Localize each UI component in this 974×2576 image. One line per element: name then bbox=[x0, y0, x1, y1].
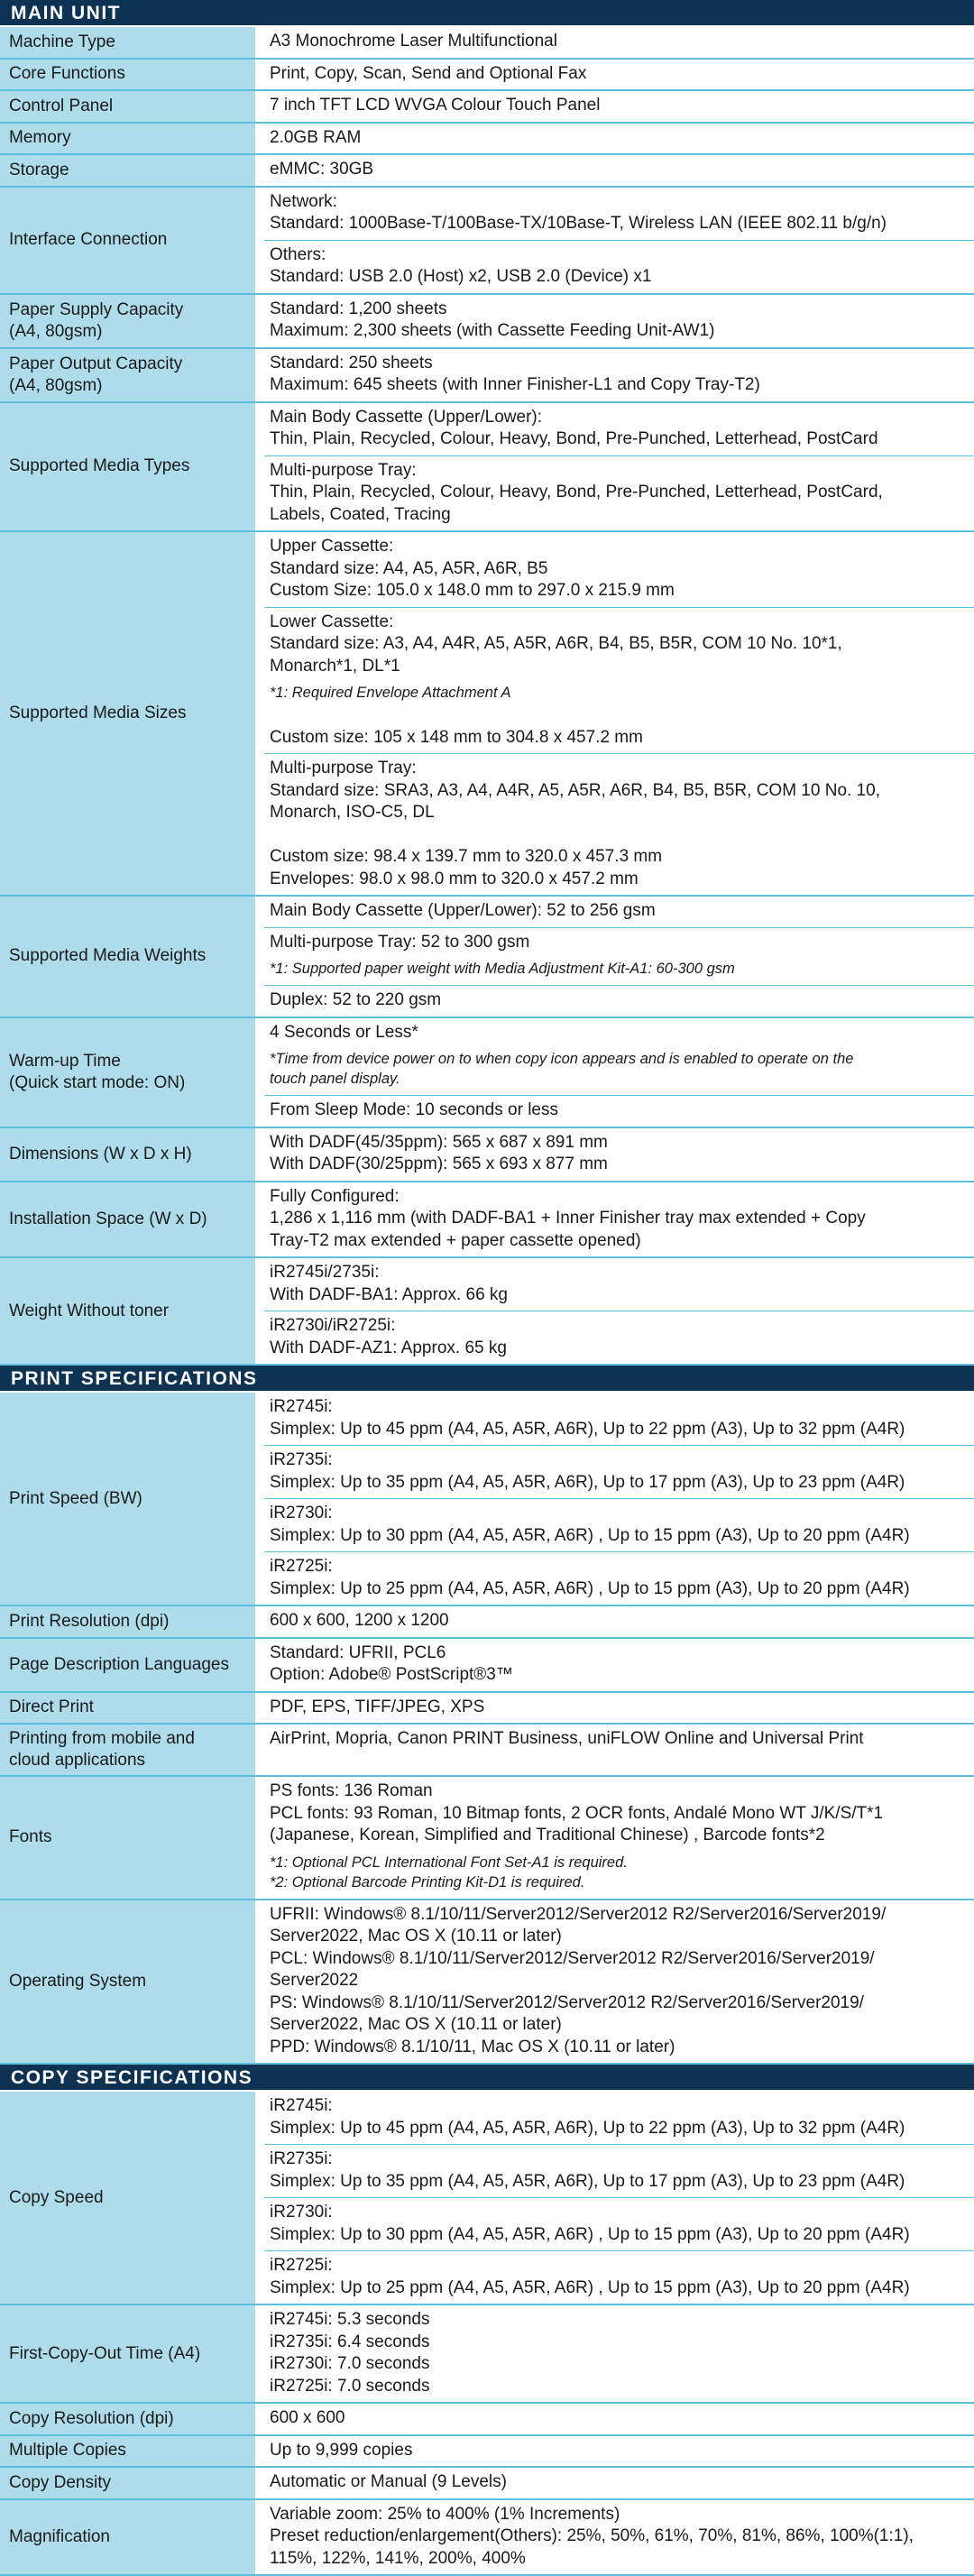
spec-label: Supported Media Types bbox=[0, 403, 264, 531]
spec-value-cell bbox=[264, 1128, 974, 1181]
spec-value-text: Standard: 250 sheets Maximum: 645 sheets (with Inner Finisher-L1 and Copy Tray-T2) bbox=[270, 353, 969, 397]
spec-value-cell bbox=[264, 2305, 974, 2402]
spec-values bbox=[264, 2305, 974, 2402]
spec-row bbox=[0, 27, 974, 60]
spec-value-text: 600 x 600, 1200 x 1200 bbox=[270, 1610, 969, 1633]
spec-footnote: *Time from device power on to when copy icon appears and is enabled to operate on the touch panel display. bbox=[270, 1044, 969, 1090]
spec-label: Copy Speed bbox=[0, 2092, 264, 2304]
spec-value-cell bbox=[264, 2500, 974, 2575]
spec-value-cell bbox=[264, 1393, 974, 1446]
spec-value-text: Upper Cassette: Standard size: A4, A5, A5R, A6R, B5 Custom Size: 105.0 x 148.0 mm to 297.0 x 215.9 mm bbox=[270, 536, 969, 603]
spec-value-text: Multi-purpose Tray: Standard size: SRA3, A3, A4, A4R, A5, A5R, A6R, B4, B5, B5R, COM 10 No. 10, Monarch, ISO-C5, DL Custom size: 98.4 x 139.7 mm to 320.0 x 457.3 mm Envelopes: 98.0 x 98.0 mm to 320.0 x 457.2 mm bbox=[270, 758, 969, 890]
spec-values bbox=[264, 403, 974, 531]
spec-value-cell bbox=[264, 2468, 974, 2498]
spec-value-cell bbox=[264, 241, 974, 293]
spec-row bbox=[0, 2092, 974, 2305]
spec-value-text: Print, Copy, Scan, Send and Optional Fax bbox=[270, 63, 969, 86]
spec-label: Core Functions bbox=[0, 60, 264, 90]
spec-value-text: iR2725i: Simplex: Up to 25 ppm (A4, A5, A5R, A6R) , Up to 15 ppm (A3), Up to 20 ppm (A4R) bbox=[270, 2255, 969, 2299]
spec-row bbox=[0, 1693, 974, 1725]
spec-value-text: 4 Seconds or Less* bbox=[270, 1022, 969, 1044]
spec-value-cell bbox=[264, 60, 974, 90]
spec-value-cell bbox=[264, 155, 974, 186]
spec-label: Copy Resolution (dpi) bbox=[0, 2404, 264, 2434]
spec-label: Weight Without toner bbox=[0, 1258, 264, 1364]
spec-footnote: *1: Required Envelope Attachment A bbox=[270, 677, 969, 704]
spec-label: Storage bbox=[0, 155, 264, 186]
spec-value-text: eMMC: 30GB bbox=[270, 159, 969, 181]
spec-values bbox=[264, 1639, 974, 1691]
spec-values bbox=[264, 349, 974, 401]
spec-value-cell bbox=[264, 403, 974, 456]
spec-value-text: iR2725i: Simplex: Up to 25 ppm (A4, A5, A5R, A6R) , Up to 15 ppm (A3), Up to 20 ppm (A4R) bbox=[270, 1556, 969, 1600]
section-header: MAIN UNIT bbox=[0, 0, 974, 27]
spec-value-cell bbox=[264, 27, 974, 58]
spec-row bbox=[0, 897, 974, 1018]
spec-value-cell bbox=[264, 1552, 974, 1605]
spec-value-text: Duplex: 52 to 220 gsm bbox=[270, 989, 969, 1012]
spec-label: Supported Media Weights bbox=[0, 897, 264, 1017]
spec-values bbox=[264, 2092, 974, 2304]
spec-values bbox=[264, 532, 974, 895]
spec-value-text: Custom size: 105 x 148 mm to 304.8 x 457.2 mm bbox=[270, 704, 969, 749]
spec-values bbox=[264, 897, 974, 1017]
spec-value-cell bbox=[264, 2145, 974, 2198]
spec-value-text: With DADF(45/35ppm): 565 x 687 x 891 mm With DADF(30/25ppm): 565 x 693 x 877 mm bbox=[270, 1132, 969, 1176]
spec-value-text: Multi-purpose Tray: Thin, Plain, Recycled, Colour, Heavy, Bond, Pre-Punched, Letterhead, PostCard, Labels, Coated, Tracing bbox=[270, 460, 969, 527]
section-header: PRINT SPECIFICATIONS bbox=[0, 1366, 974, 1393]
spec-value-cell bbox=[264, 124, 974, 154]
spec-value-text: Lower Cassette: Standard size: A3, A4, A4R, A5, A5R, A6R, B4, B5, B5R, COM 10 No. 10*1, Monarch*1, DL*1 bbox=[270, 612, 969, 678]
spec-value-text: Up to 9,999 copies bbox=[270, 2440, 969, 2462]
spec-label: Print Speed (BW) bbox=[0, 1393, 264, 1605]
spec-label: Operating System bbox=[0, 1900, 264, 2064]
spec-value-text: UFRII: Windows® 8.1/10/11/Server2012/Server2012 R2/Server2016/Server2019/ Server2022, Mac OS X (10.11 or later) PCL: Windows® 8.1/10/11/Server2012/Server2012 R2/Server2016/Server2019/ Server2022 PS: Windows® 8.1/10/11/Server2012/Server2012 R2/Server2016/Server2019/ Server2022, Mac OS X (10.11 or later) PPD: Windows® 8.1/10/11, Mac OS X (10.11 or later) bbox=[270, 1904, 969, 2059]
spec-row bbox=[0, 1018, 974, 1128]
spec-value-text: Automatic or Manual (9 Levels) bbox=[270, 2471, 969, 2494]
spec-values bbox=[264, 295, 974, 347]
spec-values bbox=[264, 1777, 974, 1899]
spec-value-text: Variable zoom: 25% to 400% (1% Increments) Preset reduction/enlargement(Others): 25%, 50%, 61%, 70%, 81%, 86%, 100%(1:1), 115%, 122%, 141%, 200%, 400% bbox=[270, 2504, 969, 2571]
spec-values bbox=[264, 1606, 974, 1637]
spec-row bbox=[0, 155, 974, 188]
spec-value-cell bbox=[264, 2436, 974, 2467]
spec-value-cell bbox=[264, 1900, 974, 2064]
spec-label: Dimensions (W x D x H) bbox=[0, 1128, 264, 1181]
spec-footnote: *1: Optional PCL International Font Set-A1 is required. *2: Optional Barcode Printing Kit-D1 is required. bbox=[270, 1847, 969, 1894]
spec-row bbox=[0, 188, 974, 295]
spec-value-text: Main Body Cassette (Upper/Lower): 52 to 256 gsm bbox=[270, 900, 969, 923]
spec-row bbox=[0, 1900, 974, 2065]
spec-row bbox=[0, 1777, 974, 1900]
spec-label: Warm-up Time (Quick start mode: ON) bbox=[0, 1018, 264, 1127]
spec-label: Paper Output Capacity (A4, 80gsm) bbox=[0, 349, 264, 401]
spec-row bbox=[0, 1725, 974, 1777]
spec-label: Multiple Copies bbox=[0, 2436, 264, 2467]
spec-value-cell bbox=[264, 928, 974, 987]
spec-values bbox=[264, 1393, 974, 1605]
spec-label: Magnification bbox=[0, 2500, 264, 2575]
spec-value-text: iR2730i/iR2725i: With DADF-AZ1: Approx. 65 kg bbox=[270, 1315, 969, 1359]
spec-label: Installation Space (W x D) bbox=[0, 1182, 264, 1257]
spec-value-cell bbox=[264, 1693, 974, 1724]
spec-value-text: Fully Configured: 1,286 x 1,116 mm (with DADF-BA1 + Inner Finisher tray max extended + Copy Tray-T2 max extended + paper cassette opened) bbox=[270, 1186, 969, 1253]
spec-values bbox=[264, 1258, 974, 1364]
spec-value-cell bbox=[264, 1639, 974, 1691]
spec-value-text: Others: Standard: USB 2.0 (Host) x2, USB 2.0 (Device) x1 bbox=[270, 244, 969, 289]
spec-value-text: A3 Monochrome Laser Multifunctional bbox=[270, 31, 969, 53]
spec-label: Supported Media Sizes bbox=[0, 532, 264, 895]
spec-value-text: iR2735i: Simplex: Up to 35 ppm (A4, A5, A5R, A6R), Up to 17 ppm (A3), Up to 23 ppm (A4R) bbox=[270, 1449, 969, 1494]
spec-value-text: iR2745i: Simplex: Up to 45 ppm (A4, A5, A5R, A6R), Up to 22 ppm (A3), Up to 32 ppm (A4R) bbox=[270, 2095, 969, 2139]
spec-values bbox=[264, 1128, 974, 1181]
spec-row bbox=[0, 2468, 974, 2500]
spec-label: Print Resolution (dpi) bbox=[0, 1606, 264, 1637]
spec-row bbox=[0, 60, 974, 92]
spec-value-cell bbox=[264, 986, 974, 1017]
spec-value-cell bbox=[264, 91, 974, 122]
spec-label: Page Description Languages bbox=[0, 1639, 264, 1691]
spec-value-cell bbox=[264, 2251, 974, 2304]
spec-value-cell bbox=[264, 532, 974, 608]
spec-row bbox=[0, 2500, 974, 2576]
spec-values bbox=[264, 155, 974, 186]
spec-value-cell bbox=[264, 1311, 974, 1364]
spec-values bbox=[264, 2436, 974, 2467]
spec-values bbox=[264, 188, 974, 293]
spec-value-cell bbox=[264, 188, 974, 241]
spec-row bbox=[0, 403, 974, 533]
spec-label: Paper Supply Capacity (A4, 80gsm) bbox=[0, 295, 264, 347]
spec-value-text: PDF, EPS, TIFF/JPEG, XPS bbox=[270, 1697, 969, 1719]
spec-values bbox=[264, 2500, 974, 2575]
spec-values bbox=[264, 1018, 974, 1127]
spec-value-cell bbox=[264, 897, 974, 928]
spec-value-cell bbox=[264, 1499, 974, 1552]
spec-label: First-Copy-Out Time (A4) bbox=[0, 2305, 264, 2402]
spec-value-text: From Sleep Mode: 10 seconds or less bbox=[270, 1099, 969, 1122]
spec-values bbox=[264, 60, 974, 90]
spec-label: Fonts bbox=[0, 1777, 264, 1899]
spec-row bbox=[0, 1128, 974, 1182]
spec-value-cell bbox=[264, 1777, 974, 1899]
spec-value-cell bbox=[264, 1446, 974, 1499]
spec-value-text: 2.0GB RAM bbox=[270, 127, 969, 150]
spec-row bbox=[0, 2305, 974, 2404]
spec-value-text: 600 x 600 bbox=[270, 2407, 969, 2430]
spec-values bbox=[264, 27, 974, 58]
spec-row bbox=[0, 1393, 974, 1606]
spec-value-text: iR2730i: Simplex: Up to 30 ppm (A4, A5, A5R, A6R) , Up to 15 ppm (A3), Up to 20 ppm (A4R) bbox=[270, 2202, 969, 2246]
spec-row bbox=[0, 349, 974, 403]
spec-value-text: iR2745i: 5.3 seconds iR2735i: 6.4 seconds iR2730i: 7.0 seconds iR2725i: 7.0 seconds bbox=[270, 2309, 969, 2397]
spec-value-text: Main Body Cassette (Upper/Lower): Thin, Plain, Recycled, Colour, Heavy, Bond, Pre-Punched, Letterhead, PostCard bbox=[270, 407, 969, 451]
spec-values bbox=[264, 2468, 974, 2498]
spec-value-text: iR2735i: Simplex: Up to 35 ppm (A4, A5, A5R, A6R), Up to 17 ppm (A3), Up to 23 ppm (A4R) bbox=[270, 2148, 969, 2193]
spec-value-text: PS fonts: 136 Roman PCL fonts: 93 Roman, 10 Bitmap fonts, 2 OCR fonts, Andalé Mono WT J/K/S/T*1 (Japanese, Korean, Simplified and Traditional Chinese) , Barcode fonts*2 bbox=[270, 1780, 969, 1847]
spec-values bbox=[264, 2404, 974, 2434]
spec-value-text: Standard: UFRII, PCL6 Option: Adobe® PostScript®3™ bbox=[270, 1642, 969, 1687]
spec-value-text: AirPrint, Mopria, Canon PRINT Business, uniFLOW Online and Universal Print bbox=[270, 1728, 969, 1751]
spec-label: Direct Print bbox=[0, 1693, 264, 1724]
spec-values bbox=[264, 1182, 974, 1257]
spec-value-text: 7 inch TFT LCD WVGA Colour Touch Panel bbox=[270, 95, 969, 117]
spec-value-cell bbox=[264, 1018, 974, 1097]
spec-value-cell bbox=[264, 754, 974, 895]
spec-value-text: iR2745i/2735i: With DADF-BA1: Approx. 66 kg bbox=[270, 1262, 969, 1306]
spec-value-cell bbox=[264, 1258, 974, 1311]
spec-row bbox=[0, 2436, 974, 2469]
spec-value-cell bbox=[264, 295, 974, 347]
spec-row bbox=[0, 124, 974, 156]
spec-label: Control Panel bbox=[0, 91, 264, 122]
spec-value-cell bbox=[264, 608, 974, 755]
spec-row bbox=[0, 2404, 974, 2436]
spec-value-cell bbox=[264, 2404, 974, 2434]
spec-label: Machine Type bbox=[0, 27, 264, 58]
spec-value-cell bbox=[264, 349, 974, 401]
spec-value-cell bbox=[264, 1182, 974, 1257]
spec-row bbox=[0, 1606, 974, 1639]
spec-value-text: iR2730i: Simplex: Up to 30 ppm (A4, A5, A5R, A6R) , Up to 15 ppm (A3), Up to 20 ppm (A4R) bbox=[270, 1503, 969, 1547]
spec-label: Copy Density bbox=[0, 2468, 264, 2498]
spec-value-cell bbox=[264, 1725, 974, 1755]
spec-values bbox=[264, 124, 974, 154]
spec-values bbox=[264, 1900, 974, 2064]
spec-values bbox=[264, 1725, 974, 1775]
spec-value-cell bbox=[264, 1096, 974, 1127]
spec-value-text: Network: Standard: 1000Base-T/100Base-TX/10Base-T, Wireless LAN (IEEE 802.11 b/g/n) bbox=[270, 191, 969, 235]
spec-label: Printing from mobile and cloud applications bbox=[0, 1725, 264, 1775]
spec-value-text: Standard: 1,200 sheets Maximum: 2,300 sheets (with Cassette Feeding Unit-AW1) bbox=[270, 299, 969, 343]
spec-row bbox=[0, 1639, 974, 1693]
spec-value-text: iR2745i: Simplex: Up to 45 ppm (A4, A5, A5R, A6R), Up to 22 ppm (A3), Up to 32 ppm (A4R) bbox=[270, 1396, 969, 1440]
section-header: COPY SPECIFICATIONS bbox=[0, 2065, 974, 2092]
spec-value-text: Multi-purpose Tray: 52 to 300 gsm bbox=[270, 932, 969, 954]
spec-row bbox=[0, 295, 974, 349]
spec-row bbox=[0, 532, 974, 897]
spec-row bbox=[0, 1182, 974, 1259]
spec-value-cell bbox=[264, 456, 974, 531]
spec-values bbox=[264, 91, 974, 122]
spec-label: Interface Connection bbox=[0, 188, 264, 293]
spec-value-cell bbox=[264, 1606, 974, 1637]
spec-row bbox=[0, 91, 974, 124]
spec-row bbox=[0, 1258, 974, 1366]
spec-value-cell bbox=[264, 2198, 974, 2251]
spec-value-cell bbox=[264, 2092, 974, 2145]
spec-label: Memory bbox=[0, 124, 264, 154]
spec-footnote: *1: Supported paper weight with Media Adjustment Kit-A1: 60-300 gsm bbox=[270, 953, 969, 980]
spec-values bbox=[264, 1693, 974, 1724]
